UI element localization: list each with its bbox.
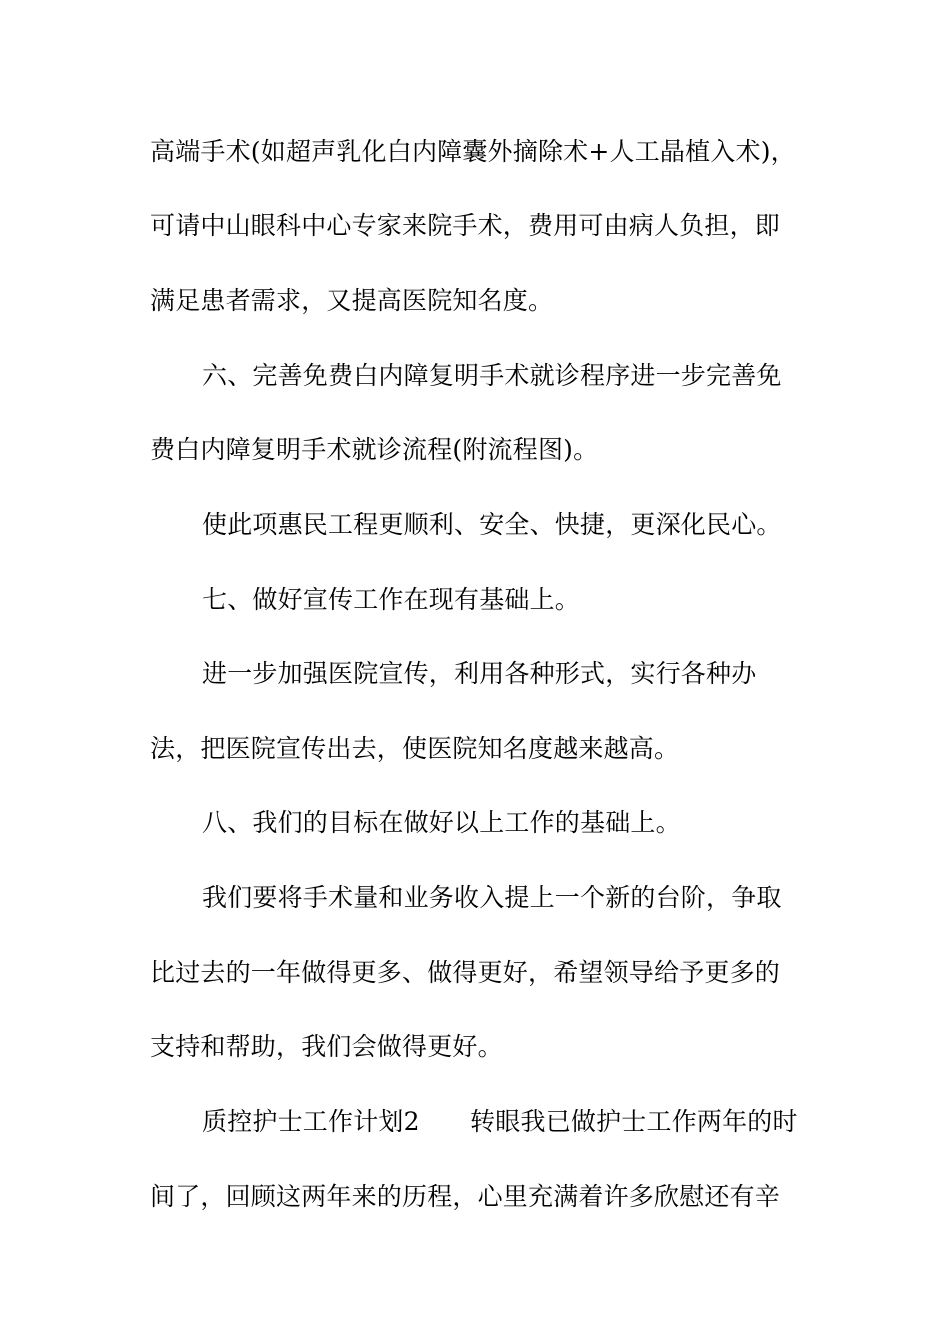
text-line: 法，把医院宣传出去，使医院知名度越来越高。 [150,734,680,763]
text-line: 满足患者需求，又提高医院知名度。 [150,286,554,315]
text-line: 比过去的一年做得更多、做得更好，希望领导给予更多的 [150,958,781,987]
text-line: 支持和帮助，我们会做得更好。 [150,1032,503,1061]
paragraph-start-line: 进一步加强医院宣传，利用各种形式，实行各种办 [202,659,757,688]
paragraph-start-line: 质控护士工作计划2 转眼我已做护士工作两年的时 [202,1107,798,1136]
paragraph-start-line: 使此项惠民工程更顺利、安全、快捷，更深化民心。 [202,510,782,539]
paragraph-start-line: 我们要将手术量和业务收入提上一个新的台阶，争取 [202,883,782,912]
text-line: 费白内障复明手术就诊流程(附流程图)。 [150,435,599,464]
text-line: 高端手术(如超声乳化白内障囊外摘除术+人工晶植入术)， [150,137,796,166]
text-line: 可请中山眼科中心专家来院手术，费用可由病人负担，即 [150,211,781,240]
paragraph-start-line: 六、完善免费白内障复明手术就诊程序进一步完善免 [202,361,782,390]
text-line: 间了，回顾这两年来的历程，心里充满着许多欣慰还有辛 [150,1182,781,1211]
paragraph-start-line: 八、我们的目标在做好以上工作的基础上。 [202,808,681,837]
paragraph-start-line: 七、做好宣传工作在现有基础上。 [202,585,581,614]
